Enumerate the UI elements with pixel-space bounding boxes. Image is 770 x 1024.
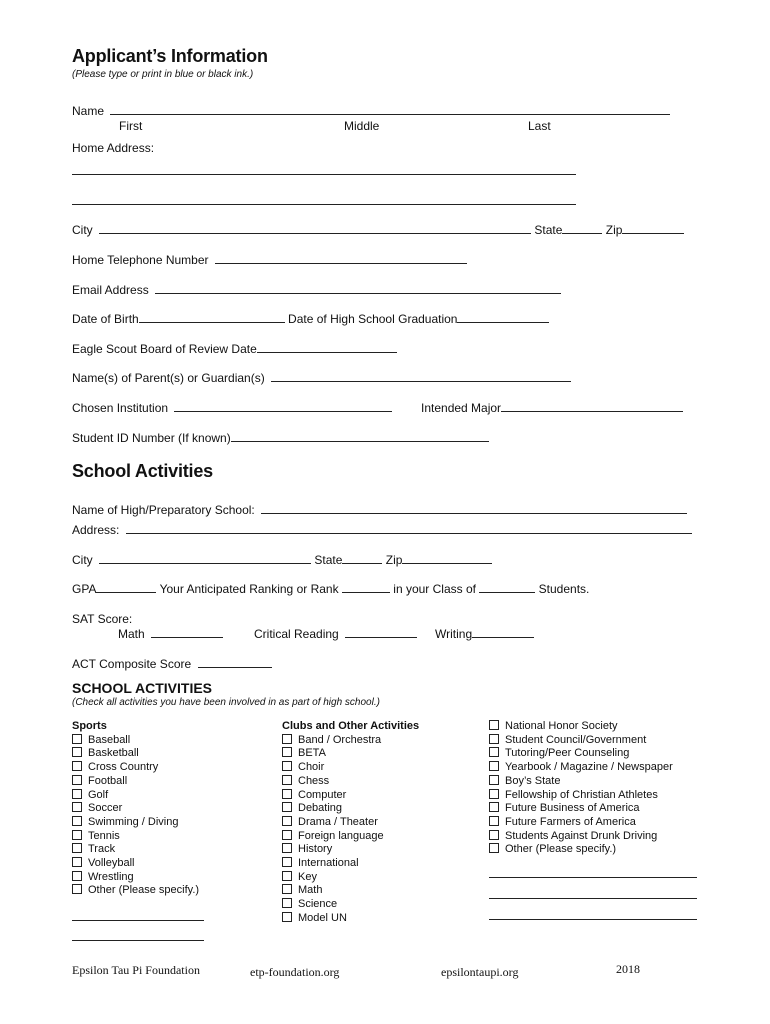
checkbox-icon[interactable] <box>72 871 82 881</box>
checkbox-icon[interactable] <box>72 843 82 853</box>
checkbox-icon[interactable] <box>489 775 499 785</box>
phone-field[interactable] <box>215 253 467 264</box>
club-label: Debating <box>298 802 343 815</box>
sports-other-line-2[interactable] <box>72 928 204 941</box>
checkbox-icon[interactable] <box>72 802 82 812</box>
sport-label: Soccer <box>88 802 123 815</box>
act-label: ACT Composite Score <box>72 657 192 671</box>
act-row <box>72 657 272 671</box>
major-field[interactable] <box>501 401 683 412</box>
hs-name-field[interactable] <box>261 503 687 514</box>
activity-item[interactable] <box>489 830 697 844</box>
sat-math-row <box>118 627 223 641</box>
math-field[interactable] <box>151 627 223 638</box>
sport-label: Volleyball <box>88 857 135 870</box>
club-item[interactable] <box>282 761 419 775</box>
club-label: Model UN <box>298 911 347 924</box>
institution-row <box>72 401 392 415</box>
zip-field[interactable] <box>622 223 684 234</box>
sport-label: Other (Please specify.) <box>88 884 200 897</box>
writing-label: Writing <box>435 627 473 641</box>
club-item[interactable] <box>282 884 419 898</box>
club-item[interactable] <box>282 789 419 803</box>
ink-note: (Please type or print in blue or black ink.) <box>72 69 254 80</box>
sports-column <box>72 720 204 941</box>
dob-label: Date of Birth <box>72 312 139 326</box>
activity-label: Boy’s State <box>505 774 561 787</box>
email-field[interactable] <box>155 283 561 294</box>
sport-label: Swimming / Diving <box>88 815 179 828</box>
activities-title: SCHOOL ACTIVITIES <box>72 680 213 696</box>
other-specify-line-3[interactable] <box>489 907 697 920</box>
footer-year: 2018 <box>616 962 640 976</box>
checkbox-icon[interactable] <box>72 816 82 826</box>
club-label: Choir <box>298 761 325 774</box>
dob-field[interactable] <box>139 312 285 323</box>
other-specify-line-1[interactable] <box>489 865 697 878</box>
checkbox-icon[interactable] <box>282 843 292 853</box>
club-item[interactable] <box>282 830 419 844</box>
checkbox-icon[interactable] <box>282 884 292 894</box>
hs-grad-field[interactable] <box>457 312 549 323</box>
checkbox-icon[interactable] <box>72 761 82 771</box>
school-address-field[interactable] <box>126 523 692 534</box>
checkbox-icon[interactable] <box>282 871 292 881</box>
checkbox-icon[interactable] <box>282 734 292 744</box>
institution-field[interactable] <box>174 401 392 412</box>
home-address-label: Home Address: <box>72 141 155 155</box>
other-specify-line-2[interactable] <box>489 886 697 899</box>
checkbox-icon[interactable] <box>282 898 292 908</box>
club-item[interactable] <box>282 734 419 748</box>
club-label: Drama / Theater <box>298 815 378 828</box>
gpa-row <box>72 582 589 596</box>
checkbox-icon[interactable] <box>72 857 82 867</box>
sport-item[interactable] <box>72 761 204 775</box>
school-state-label: State <box>314 553 343 567</box>
club-label: Key <box>298 870 317 883</box>
checkbox-icon[interactable] <box>489 830 499 840</box>
gpa-label: GPA <box>72 582 97 596</box>
phone-label: Home Telephone Number <box>72 253 209 267</box>
hs-name-row <box>72 503 687 517</box>
checkbox-icon[interactable] <box>282 775 292 785</box>
sport-label: Tennis <box>88 829 120 842</box>
critical-label: Critical Reading <box>254 627 339 641</box>
checkbox-icon[interactable] <box>489 720 499 730</box>
page-title: Applicant’s Information <box>72 46 268 66</box>
state-field[interactable] <box>562 223 602 234</box>
other-column <box>489 720 697 920</box>
club-item[interactable] <box>282 912 419 926</box>
checkbox-icon[interactable] <box>489 843 499 853</box>
activity-label: Fellowship of Christian Athletes <box>505 788 658 801</box>
club-label: Math <box>298 884 323 897</box>
sport-item[interactable] <box>72 830 204 844</box>
checkbox-icon[interactable] <box>72 747 82 757</box>
name-row <box>72 104 670 118</box>
city-label: City <box>72 223 93 237</box>
club-item[interactable] <box>282 898 419 912</box>
club-item[interactable] <box>282 747 419 761</box>
school-zip-field[interactable] <box>402 553 492 564</box>
email-label: Email Address <box>72 283 149 297</box>
activity-label: Student Council/Government <box>505 733 647 746</box>
sport-label: Baseball <box>88 733 131 746</box>
activity-label: Future Business of America <box>505 802 640 815</box>
club-item[interactable] <box>282 775 419 789</box>
sport-item[interactable] <box>72 734 204 748</box>
city-field[interactable] <box>99 223 531 234</box>
math-label: Math <box>118 627 145 641</box>
eagle-field[interactable] <box>257 342 397 353</box>
sat-label: SAT Score: <box>72 612 133 626</box>
sports-other-line-1[interactable] <box>72 908 204 921</box>
sport-label: Basketball <box>88 747 139 760</box>
students-label: Students. <box>538 582 590 596</box>
sport-label: Golf <box>88 788 109 801</box>
checkbox-icon[interactable] <box>489 802 499 812</box>
school-address-label: Address: <box>72 523 120 537</box>
footer-site-1[interactable]: etp-foundation.org <box>250 965 340 979</box>
school-city-row <box>72 553 492 567</box>
checkbox-icon[interactable] <box>282 802 292 812</box>
checkbox-icon[interactable] <box>72 775 82 785</box>
club-label: BETA <box>298 747 326 760</box>
checkbox-icon[interactable] <box>282 912 292 922</box>
clubs-column <box>282 720 419 926</box>
phone-row <box>72 253 467 267</box>
city-row <box>72 223 684 237</box>
activity-item[interactable] <box>489 816 697 830</box>
checkbox-icon[interactable] <box>489 747 499 757</box>
institution-label: Chosen Institution <box>72 401 169 415</box>
checkbox-icon[interactable] <box>282 816 292 826</box>
zip-label: Zip <box>605 223 623 237</box>
hs-name-label: Name of High/Preparatory School: <box>72 503 255 517</box>
sport-label: Wrestling <box>88 870 134 883</box>
parents-field[interactable] <box>271 371 571 382</box>
sport-item[interactable] <box>72 816 204 830</box>
sport-label: Football <box>88 774 128 787</box>
footer-org: Epsilon Tau Pi Foundation <box>72 963 200 977</box>
activity-item[interactable] <box>489 747 697 761</box>
activity-item[interactable] <box>489 720 697 734</box>
school-zip-label: Zip <box>385 553 403 567</box>
ranking-label: Your Anticipated Ranking or Rank <box>159 582 339 596</box>
club-label: Computer <box>298 788 347 801</box>
school-city-field[interactable] <box>99 553 311 564</box>
school-section-title: School Activities <box>72 461 213 481</box>
last-label: Last <box>528 119 551 133</box>
sport-item[interactable] <box>72 802 204 816</box>
checkbox-icon[interactable] <box>282 789 292 799</box>
state-label: State <box>534 223 563 237</box>
checkbox-icon[interactable] <box>282 747 292 757</box>
middle-label: Middle <box>344 119 380 133</box>
eagle-row <box>72 342 397 356</box>
activity-label: Tutoring/Peer Counseling <box>505 747 630 760</box>
sport-item[interactable] <box>72 747 204 761</box>
parents-label: Name(s) of Parent(s) or Guardian(s) <box>72 371 265 385</box>
checkbox-icon[interactable] <box>72 830 82 840</box>
club-label: Foreign language <box>298 829 384 842</box>
checkbox-icon[interactable] <box>489 761 499 771</box>
sport-item[interactable] <box>72 843 204 857</box>
checkbox-icon[interactable] <box>72 884 82 894</box>
sport-item[interactable] <box>72 884 204 898</box>
gpa-field[interactable] <box>96 582 156 593</box>
name-field[interactable] <box>110 104 670 115</box>
club-label: Chess <box>298 774 330 787</box>
school-state-field[interactable] <box>342 553 382 564</box>
student-id-label: Student ID Number (If known) <box>72 431 231 445</box>
activity-item[interactable] <box>489 761 697 775</box>
class-of-label: in your Class of <box>393 582 476 596</box>
activity-label: Other (Please specify.) <box>505 843 617 856</box>
dob-row <box>72 312 549 326</box>
ranking-field[interactable] <box>342 582 390 593</box>
critical-field[interactable] <box>345 627 417 638</box>
home-address-line-1[interactable] <box>72 166 576 175</box>
writing-field[interactable] <box>472 627 534 638</box>
sports-heading: Sports <box>72 720 107 732</box>
home-address-line-2[interactable] <box>72 196 576 205</box>
club-label: Science <box>298 898 338 911</box>
class-size-field[interactable] <box>479 582 535 593</box>
email-row <box>72 283 561 297</box>
activity-label: Yearbook / Magazine / Newspaper <box>505 761 673 774</box>
activity-item[interactable] <box>489 734 697 748</box>
sport-item[interactable] <box>72 871 204 885</box>
name-label: Name <box>72 104 105 118</box>
checkbox-icon[interactable] <box>282 857 292 867</box>
sport-item[interactable] <box>72 857 204 871</box>
checkbox-icon[interactable] <box>282 761 292 771</box>
sport-label: Cross Country <box>88 761 159 774</box>
activity-label: Future Farmers of America <box>505 815 636 828</box>
checkbox-icon[interactable] <box>489 816 499 826</box>
sport-label: Track <box>88 843 116 856</box>
activity-label: National Honor Society <box>505 720 618 732</box>
club-item[interactable] <box>282 802 419 816</box>
hs-grad-label: Date of High School Graduation <box>288 312 458 326</box>
club-item[interactable] <box>282 843 419 857</box>
activity-label: Students Against Drunk Driving <box>505 829 658 842</box>
activity-item[interactable] <box>489 802 697 816</box>
checkbox-icon[interactable] <box>489 789 499 799</box>
activities-note: (Check all activities you have been involved in as part of high school.) <box>72 697 380 708</box>
activity-item[interactable] <box>489 789 697 803</box>
sport-item[interactable] <box>72 789 204 803</box>
club-item[interactable] <box>282 871 419 885</box>
checkbox-icon[interactable] <box>72 789 82 799</box>
sat-critical-row <box>254 627 417 641</box>
school-address-row <box>72 523 692 537</box>
club-item[interactable] <box>282 816 419 830</box>
school-city-label: City <box>72 553 93 567</box>
student-id-field[interactable] <box>231 431 489 442</box>
parents-row <box>72 371 571 385</box>
major-row <box>421 401 683 415</box>
activity-item[interactable] <box>489 775 697 789</box>
student-id-row <box>72 431 489 445</box>
clubs-heading: Clubs and Other Activities <box>282 720 420 732</box>
first-label: First <box>119 119 143 133</box>
sat-writing-row <box>435 627 534 641</box>
eagle-label: Eagle Scout Board of Review Date <box>72 342 257 356</box>
club-item[interactable] <box>282 857 419 871</box>
checkbox-icon[interactable] <box>72 734 82 744</box>
club-label: History <box>298 843 333 856</box>
checkbox-icon[interactable] <box>489 734 499 744</box>
club-label: International <box>298 857 359 870</box>
major-label: Intended Major <box>421 401 502 415</box>
act-field[interactable] <box>198 657 272 668</box>
footer-site-2[interactable]: epsilontaupi.org <box>441 965 519 979</box>
sport-item[interactable] <box>72 775 204 789</box>
activity-item[interactable] <box>489 843 697 857</box>
checkbox-icon[interactable] <box>282 830 292 840</box>
club-label: Band / Orchestra <box>298 733 382 746</box>
